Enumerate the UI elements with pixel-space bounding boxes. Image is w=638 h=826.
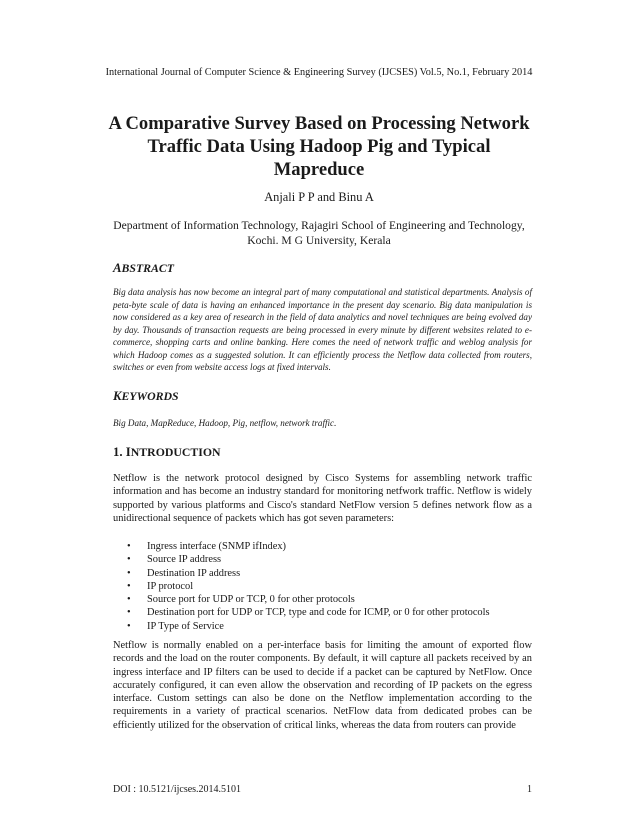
introduction-paragraph-1: Netflow is the network protocol designed by Cisco Systems for assembling network traffic information and has become an industry standard for monitoring netfwork traffic. Netflow is widely supported by various platforms and Cisco's standard NetFlow version 5 defines network flow as a unidirectional sequence of packets which has got seven parameters: [113, 473, 532, 524]
abstract-text: Big data analysis has now become an integral part of many computational and statistical departments. Analysis of peta-byte scale of data is having an enhanced importance in the present day scenario. Big data manipulation is now considered as a key area of research in the field of data analytics and novel techniques are being evolved day by day. Thousands of transaction requests are being processed in every minute by different websites related to e-commerce, shopping carts and online banking. Here comes the need of network traffic and weblog analysis for which Hadoop comes as a suggested solution. It can efficiently process the Netflow data collected from routers, switches or even from website access logs at fixed intervals. [113, 287, 532, 372]
list-item [127, 606, 490, 619]
list-item-text: IP protocol [147, 580, 194, 592]
bullet-icon: • [127, 594, 131, 606]
list-item-text: Ingress interface (SNMP ifIndex) [147, 541, 286, 552]
list-item [127, 553, 490, 566]
keywords-heading-rest: EYWORDS [121, 389, 179, 403]
bullet-icon: • [127, 554, 131, 566]
bullet-icon: • [127, 567, 131, 579]
list-item-text: IP Type of Service [147, 620, 224, 632]
journal-header: International Journal of Computer Science & Engineering Survey (IJCSES) Vol.5, No.1, February 2014 [105, 67, 533, 78]
footer-doi: DOI : 10.5121/ijcses.2014.5101 [113, 784, 242, 795]
paper-authors: Anjali P P and Binu A [264, 190, 374, 204]
introduction-number: 1. [113, 445, 126, 459]
paper-affiliation: Department of Information Technology, Rajagiri School of Engineering and Technology, Kochi. M G University, Kerala [113, 219, 525, 247]
abstract-heading [113, 261, 174, 276]
keywords-heading [113, 389, 179, 404]
introduction-paragraph-2: Netflow is normally enabled on a per-interface basis for limiting the amount of exported flow records and the load on the router components. By default, it will capture all packets received by an ingress interface and IP filters can be used to decide if a packet can be captured by NetFlow. Once accurately configured, it can even allow the observation and recording of IP packets on the egress interface. Custom settings can also be done on the Netflow implementation according to the requirements in a variety of practical scenarios. NetFlow data from dedicated probes can be efficiently utilized for the observation of critical links, whereas the data from routers can provide [113, 640, 532, 731]
bullet-icon: • [127, 620, 131, 632]
list-item-text: Source port for UDP or TCP, 0 for other protocols [147, 594, 355, 606]
netflow-parameter-list [127, 540, 490, 633]
introduction-heading-rest: NTRODUCTION [130, 445, 221, 459]
introduction-heading-initial: I [125, 445, 131, 459]
list-item [127, 620, 490, 633]
footer-page-number: 1 [527, 784, 532, 795]
keywords-text: Big Data, MapReduce, Hadoop, Pig, netflow, network traffic. [113, 418, 337, 428]
introduction-heading [113, 445, 221, 460]
list-item [127, 580, 490, 593]
bullet-icon: • [127, 541, 131, 552]
keywords-heading-initial: K [113, 389, 122, 403]
list-item [127, 567, 490, 580]
abstract-heading-rest: BSTRACT [121, 261, 174, 275]
list-item [127, 540, 490, 553]
list-item-text: Destination IP address [147, 567, 241, 579]
list-item-text: Destination port for UDP or TCP, type and code for ICMP, or 0 for other protocols [147, 607, 490, 619]
bullet-icon: • [127, 580, 131, 592]
list-item [127, 593, 490, 606]
paper-title: A Comparative Survey Based on Processing Network Traffic Data Using Hadoop Pig and Typical Mapreduce [108, 113, 530, 180]
abstract-heading-initial: A [113, 261, 122, 275]
bullet-icon: • [127, 607, 131, 619]
list-item-text: Source IP address [147, 554, 222, 566]
